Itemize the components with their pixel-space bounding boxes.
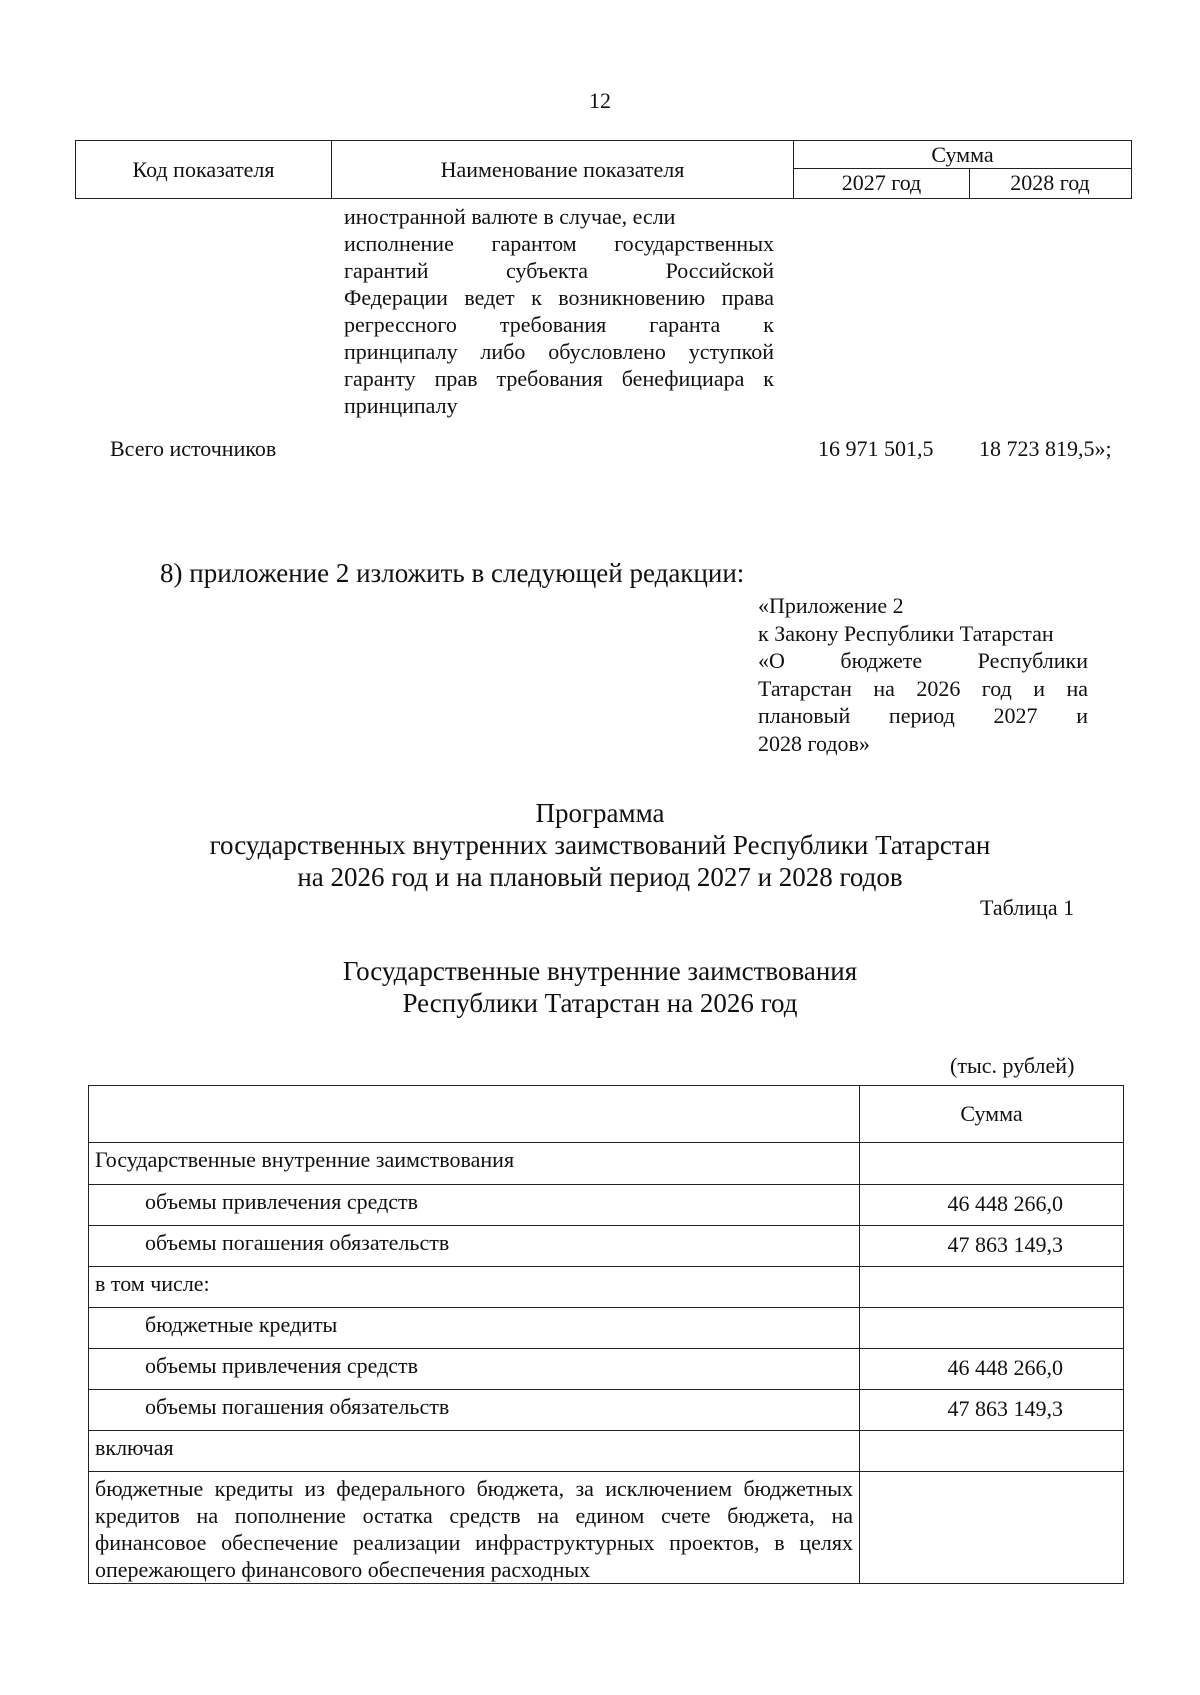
appendix-line: Татарстан на 2026 год и на: [758, 675, 1088, 701]
text-line: иностранной валюте в случае, если: [344, 204, 676, 229]
header-sum-cell: Сумма: [860, 1086, 1124, 1143]
text-line: Федерации ведет к возникновению права: [344, 285, 774, 310]
row-value: [860, 1143, 1124, 1185]
column-header-2027: 2027 год: [794, 168, 970, 198]
sources-table-header: [75, 140, 1132, 199]
table-title-line: Республики Татарстан на 2026 год: [402, 988, 798, 1018]
indicator-name-continuation: [344, 203, 774, 419]
row-label: объемы погашения обязательств: [89, 1226, 860, 1267]
total-2028-value: 18 723 819,5»;: [979, 436, 1112, 461]
text-line: регрессного требования гаранта к: [344, 312, 774, 337]
header-blank-cell: [89, 1086, 860, 1143]
row-label: бюджетные кредиты из федерального бюджета, за исключением бюджетных кредитов на пополнение остатка средств на едином счете бюджета, на финансовое обеспечение реализации инфраструктурных проектов, в целях опережающего финансового обеспечения расходных: [89, 1472, 860, 1584]
row-label: объемы привлечения средств: [89, 1185, 860, 1226]
text-line: исполнение гарантом государственных: [344, 231, 774, 256]
row-label: бюджетные кредиты: [89, 1308, 860, 1349]
table-row: [89, 1143, 1124, 1185]
row-value: 46 448 266,0: [860, 1185, 1124, 1226]
appendix-line: «О бюджете Республики: [758, 648, 1088, 673]
column-header-2028: 2028 год: [1010, 170, 1090, 195]
table-row: [89, 1431, 1124, 1472]
appendix-reference: [758, 592, 1088, 757]
row-value: 47 863 149,3: [860, 1226, 1124, 1267]
column-header-sum: Сумма: [794, 141, 1131, 169]
program-title-line: на 2026 год и на плановый период 2027 и 2028 годов: [297, 862, 903, 892]
table-title: [0, 955, 1200, 1019]
row-value: [860, 1267, 1124, 1308]
borrowings-table: [88, 1085, 1124, 1584]
row-value: [860, 1472, 1124, 1584]
column-header-sum-group: [794, 141, 1131, 198]
table-header-row: [89, 1086, 1124, 1143]
program-title: [0, 797, 1200, 893]
row-value: [860, 1431, 1124, 1472]
appendix-line: «Приложение 2: [758, 593, 904, 618]
column-header-code: Код показателя: [76, 141, 332, 198]
appendix-line: плановый период 2027 и: [758, 703, 1088, 728]
text-line: гаранту прав требования бенефициара к: [344, 366, 774, 391]
total-2027-value: 16 971 501,5: [818, 436, 934, 461]
row-value: 47 863 149,3: [860, 1390, 1124, 1431]
row-label: в том числе:: [89, 1267, 860, 1308]
table-row: [89, 1308, 1124, 1349]
text-line: гарантий субъекта Российской: [344, 258, 774, 283]
unit-label: (тыс. рублей): [950, 1053, 1075, 1078]
row-value: 46 448 266,0: [860, 1349, 1124, 1390]
table-row: [89, 1185, 1124, 1226]
text-line: принципалу либо обусловлено уступкой: [344, 339, 774, 364]
row-label: объемы привлечения средств: [89, 1349, 860, 1390]
table-row: [89, 1472, 1124, 1584]
appendix-line: к Закону Республики Татарстан: [758, 620, 1054, 646]
table-number: Таблица 1: [980, 895, 1075, 920]
row-label: Государственные внутренние заимствования: [89, 1143, 860, 1185]
table-row: [89, 1226, 1124, 1267]
amendment-item-8: 8) приложение 2 изложить в следующей редакции:: [160, 558, 745, 588]
table-title-line: Государственные внутренние заимствования: [342, 956, 858, 986]
appendix-line: 2028 годов»: [758, 730, 870, 756]
column-header-name: Наименование показателя: [332, 141, 794, 198]
total-sources-label: Всего источников: [110, 436, 277, 461]
table-row: [89, 1349, 1124, 1390]
row-value: [860, 1308, 1124, 1349]
row-label: объемы погашения обязательств: [89, 1390, 860, 1431]
table-row: [89, 1267, 1124, 1308]
page-number: 12: [589, 88, 611, 113]
table-row: [89, 1390, 1124, 1431]
text-line: принципалу: [344, 393, 458, 418]
row-label: включая: [89, 1431, 860, 1472]
program-title-line: Программа: [535, 798, 665, 828]
program-title-line: государственных внутренних заимствований Республики Татарстан: [209, 830, 991, 860]
